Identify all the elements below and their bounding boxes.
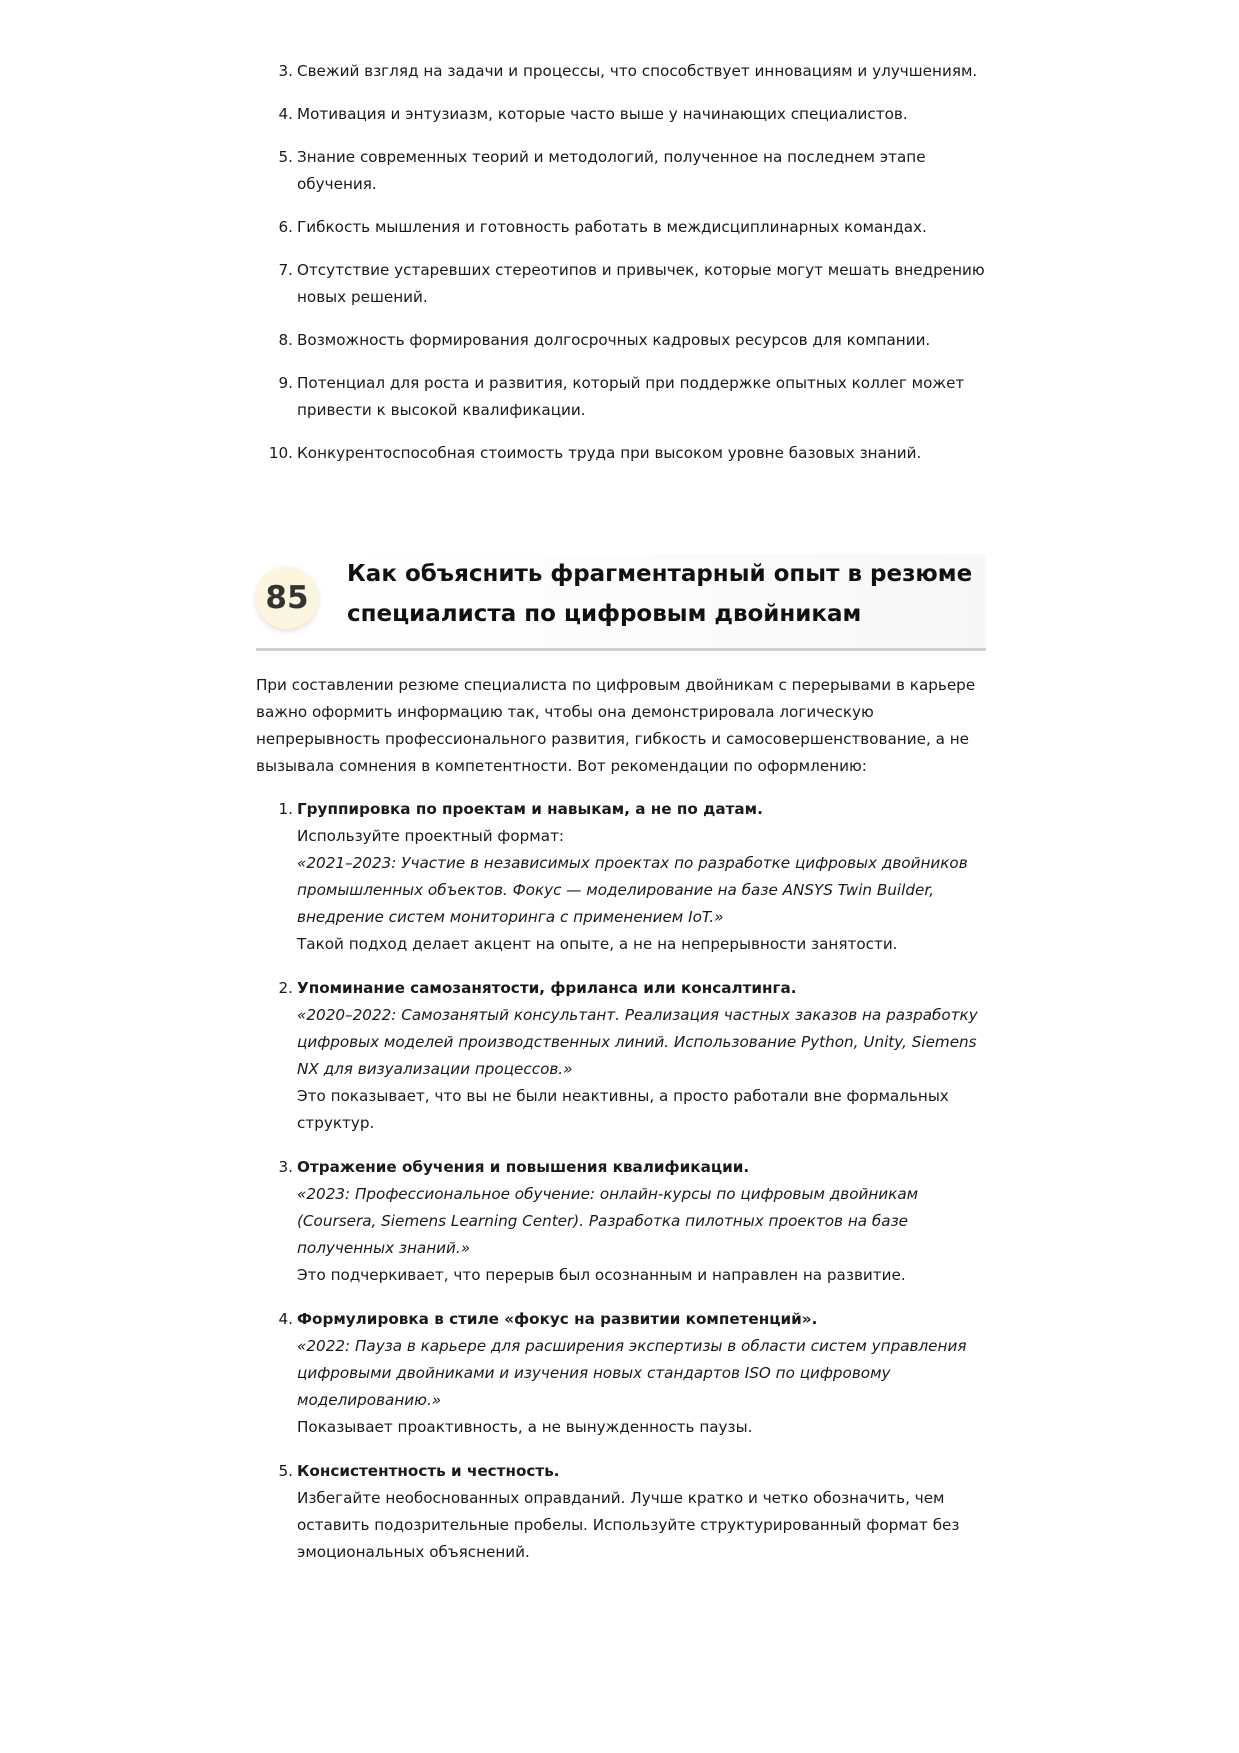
recommendation-note: Это подчеркивает, что перерыв был осознанным и направлен на развитие. [297, 1266, 906, 1284]
list-item-number: 5. [278, 148, 293, 166]
list-item-text: Свежий взгляд на задачи и процессы, что способствует инновациям и улучшениям. [297, 62, 978, 80]
recommendation-title: Консистентность и честность. [297, 1462, 560, 1480]
list-item-text: Отсутствие устаревших стереотипов и привычек, которые могут мешать внедрению новых решений. [297, 261, 985, 306]
recommendation-number: 3. [278, 1158, 293, 1176]
list-item-number: 10. [268, 444, 293, 462]
list-item-number: 7. [278, 261, 293, 279]
recommendation-number: 4. [278, 1310, 293, 1328]
list-item-text: Конкурентоспособная стоимость труда при высоком уровне базовых знаний. [297, 444, 922, 462]
recommendation-number: 5. [278, 1462, 293, 1480]
list-item-number: 4. [278, 105, 293, 123]
section-number-badge: 85 [256, 567, 318, 629]
list-item [256, 327, 986, 354]
list-item-text: Потенциал для роста и развития, который при поддержке опытных коллег может привести к высокой квалификации. [297, 374, 965, 419]
section-header [256, 554, 986, 651]
recommendation-example: «2022: Пауза в карьере для расширения экспертизы в области систем управления цифровыми двойниками и изучения новых стандартов ISO по цифровому моделированию.» [297, 1337, 967, 1409]
recommendation-example: «2023: Профессиональное обучение: онлайн-курсы по цифровым двойникам (Coursera, Siemens Learning Center). Разработка пилотных проектов на базе полученных знаний.» [297, 1185, 919, 1257]
recommendation-title: Отражение обучения и повышения квалификации. [297, 1158, 750, 1176]
list-item [256, 144, 986, 198]
list-item [256, 257, 986, 311]
list-item-number: 6. [278, 218, 293, 236]
recommendations-list [256, 796, 986, 1583]
intro-paragraph: При составлении резюме специалиста по цифровым двойникам с перерывами в карьере важно оформить информацию так, чтобы она демонстрировала логическую непрерывность профессионального развития, гибкость и самосовершенствование, а не вызывала сомнения в компетентности. Вот рекомендации по оформлению: [256, 676, 976, 775]
list-item [256, 370, 986, 424]
recommendation-item [256, 1458, 986, 1566]
recommendation-title: Группировка по проектам и навыкам, а не по датам. [297, 800, 763, 818]
list-item-text: Мотивация и энтузиазм, которые часто выше у начинающих специалистов. [297, 105, 908, 123]
recommendation-item [256, 975, 986, 1137]
recommendation-note: Избегайте необоснованных оправданий. Лучше кратко и четко обозначить, чем оставить подозрительные пробелы. Используйте структурированный формат без эмоциональных объяснений. [297, 1489, 960, 1561]
list-item [256, 440, 986, 467]
list-item-text: Гибкость мышления и готовность работать в междисциплинарных командах. [297, 218, 927, 236]
recommendation-title: Формулировка в стиле «фокус на развитии компетенций». [297, 1310, 818, 1328]
recommendation-item [256, 796, 986, 958]
list-item-number: 3. [278, 62, 293, 80]
recommendation-lead: Используйте проектный формат: [297, 827, 565, 845]
list-item [256, 214, 986, 241]
list-item-text: Знание современных теорий и методологий, полученное на последнем этапе обучения. [297, 148, 926, 193]
recommendation-number: 2. [278, 979, 293, 997]
recommendation-number: 1. [278, 800, 293, 818]
list-item-number: 8. [278, 331, 293, 349]
list-item [256, 101, 986, 128]
recommendation-example: «2020–2022: Самозанятый консультант. Реализация частных заказов на разработку цифровых моделей производственных линий. Использование Python, Unity, Siemens NX для визуализации процессов.» [297, 1006, 978, 1078]
list-item [256, 58, 986, 85]
advantages-list [256, 58, 986, 483]
recommendation-note: Это показывает, что вы не были неактивны, а просто работали вне формальных структур. [297, 1087, 949, 1132]
list-item-number: 9. [278, 374, 293, 392]
recommendation-note: Показывает проактивность, а не вынужденность паузы. [297, 1418, 753, 1436]
section-title: Как объяснить фрагментарный опыт в резюме специалиста по цифровым двойникам [347, 561, 973, 627]
list-item-text: Возможность формирования долгосрочных кадровых ресурсов для компании. [297, 331, 931, 349]
recommendation-example: «2021–2023: Участие в независимых проектах по разработке цифровых двойников промышленных объектов. Фокус — моделирование на базе ANSYS Twin Builder, внедрение систем мониторинга с применением IoT.» [297, 854, 968, 926]
recommendation-item [256, 1154, 986, 1289]
recommendation-title: Упоминание самозанятости, фриланса или консалтинга. [297, 979, 797, 997]
recommendation-note: Такой подход делает акцент на опыте, а не на непрерывности занятости. [297, 935, 898, 953]
recommendation-item [256, 1306, 986, 1441]
